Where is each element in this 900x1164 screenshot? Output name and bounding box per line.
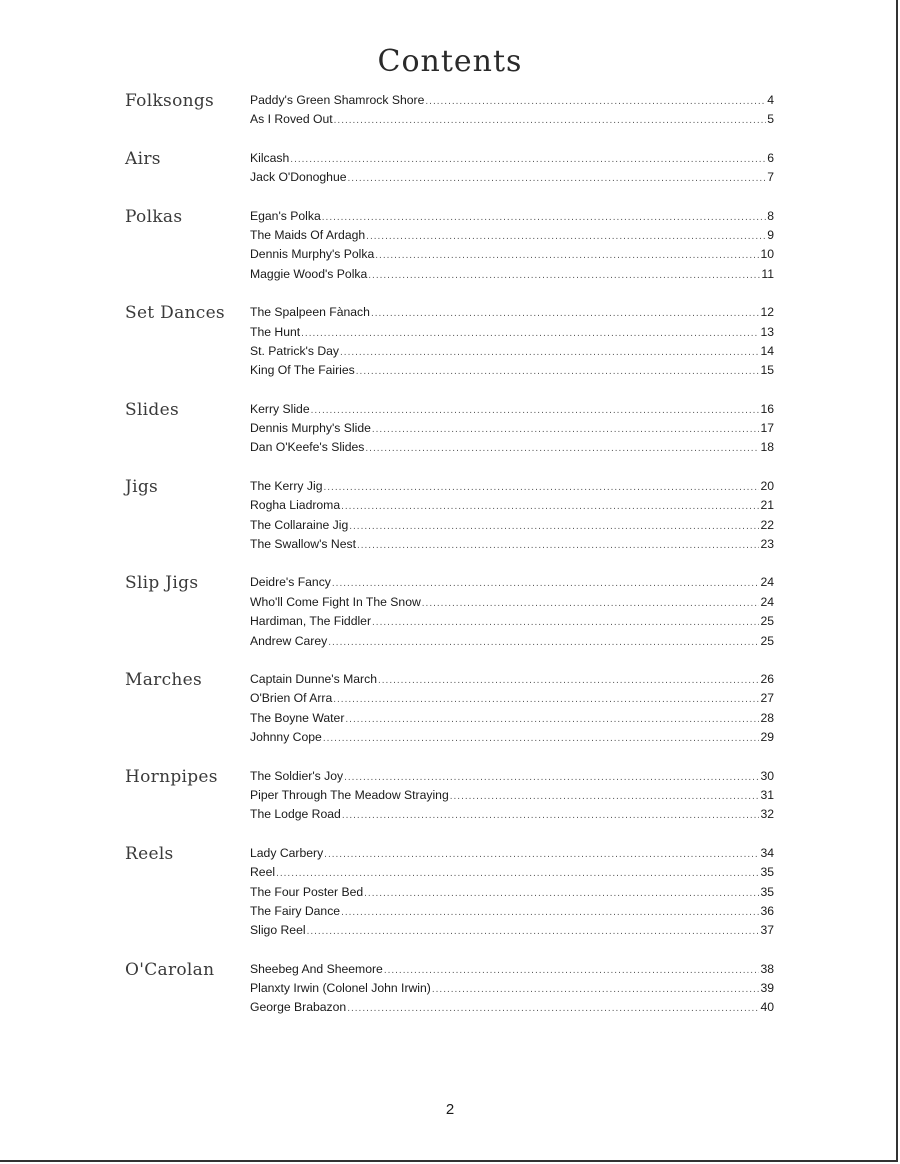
toc-section [0, 767, 900, 825]
dot-leader [301, 324, 759, 343]
dot-leader [341, 497, 759, 516]
toc-entry[interactable] [250, 863, 774, 882]
section-title: Reels [125, 843, 174, 864]
dot-leader [276, 864, 759, 883]
dot-leader [307, 922, 760, 941]
entry-title: St. Patrick's Day [250, 343, 340, 358]
entry-page-number: 21 [760, 498, 774, 513]
dot-leader [344, 768, 759, 787]
dot-leader [340, 343, 759, 362]
toc-entry[interactable] [250, 400, 774, 419]
toc-section [0, 844, 900, 941]
dot-leader [368, 266, 760, 285]
entry-page-number: 4 [767, 93, 774, 107]
entry-title: Jack O'Donoghue [250, 170, 347, 185]
entry-page-number: 40 [760, 1000, 774, 1015]
toc-entry[interactable] [250, 496, 774, 515]
toc-entry-list [250, 960, 774, 1018]
toc-section [0, 91, 900, 130]
toc-entry-list [250, 91, 774, 130]
toc-section [0, 477, 900, 555]
toc-entry[interactable] [250, 902, 774, 921]
toc-entry-list [250, 477, 774, 555]
toc-entry[interactable] [250, 709, 774, 728]
entry-title: The Kerry Jig [250, 478, 323, 493]
entry-page-number: 12 [760, 305, 774, 320]
toc-entry[interactable] [250, 477, 774, 496]
entry-page-number: 30 [760, 768, 774, 783]
entry-page-number: 28 [760, 710, 774, 725]
entry-title: Paddy's Green Shamrock Shore [250, 93, 425, 107]
dot-leader [332, 574, 760, 593]
toc-entry[interactable] [250, 226, 774, 245]
toc-entry-list [250, 149, 774, 188]
toc-entry[interactable] [250, 921, 774, 940]
entry-title: Who'll Come Fight In The Snow [250, 594, 421, 609]
entry-title: Dennis Murphy's Polka [250, 247, 375, 262]
entry-page-number: 37 [760, 923, 774, 938]
entry-title: The Fairy Dance [250, 903, 341, 918]
entry-title: The Soldier's Joy [250, 768, 344, 783]
entry-page-number: 10 [760, 247, 774, 262]
toc-section [0, 207, 900, 285]
toc-entry[interactable] [250, 998, 774, 1017]
dot-leader [324, 845, 759, 864]
entry-title: Piper Through The Meadow Straying [250, 787, 449, 802]
dot-leader [425, 92, 766, 111]
entry-page-number: 36 [760, 903, 774, 918]
entry-page-number: 35 [760, 865, 774, 880]
dot-leader [311, 401, 760, 420]
toc-entry-list [250, 573, 774, 651]
toc-section [0, 400, 900, 458]
entry-title: As I Roved Out [250, 112, 333, 127]
toc-entry[interactable] [250, 960, 774, 979]
entry-page-number: 25 [760, 614, 774, 629]
entry-page-number: 16 [760, 401, 774, 416]
entry-title: Dennis Murphy's Slide [250, 421, 371, 436]
toc-entry[interactable] [250, 245, 774, 264]
entry-page-number: 9 [767, 227, 774, 242]
toc-entry[interactable] [250, 419, 774, 438]
toc-entry[interactable] [250, 168, 774, 187]
entry-page-number: 31 [760, 787, 774, 802]
toc-entry[interactable] [250, 844, 774, 863]
dot-leader [347, 999, 759, 1018]
dot-leader [375, 246, 759, 265]
dot-leader [432, 980, 760, 999]
dot-leader [364, 884, 759, 903]
toc-entry[interactable] [250, 207, 774, 226]
entry-page-number: 7 [767, 170, 774, 185]
toc-entry[interactable] [250, 612, 774, 631]
dot-leader [365, 439, 759, 458]
entry-page-number: 11 [761, 266, 774, 281]
dot-leader [333, 690, 759, 709]
toc-entry[interactable] [250, 979, 774, 998]
dot-leader [366, 227, 766, 246]
toc-section [0, 303, 900, 381]
toc-entry[interactable] [250, 91, 774, 110]
section-title: Set Dances [125, 303, 225, 324]
entry-page-number: 24 [760, 575, 774, 590]
entry-page-number: 38 [760, 961, 774, 976]
toc-entry[interactable] [250, 883, 774, 902]
dot-leader [378, 671, 759, 690]
dot-leader [342, 806, 760, 825]
toc-entry[interactable] [250, 573, 774, 592]
entry-page-number: 8 [767, 208, 774, 223]
toc-entry[interactable] [250, 593, 774, 612]
section-title: Slip Jigs [125, 573, 199, 594]
toc-entry[interactable] [250, 438, 774, 457]
dot-leader [328, 633, 759, 652]
entry-title: Kilcash [250, 150, 290, 165]
entry-title: The Lodge Road [250, 807, 341, 822]
toc-entry[interactable] [250, 535, 774, 554]
entry-page-number: 14 [760, 343, 774, 358]
entry-page-number: 27 [760, 691, 774, 706]
toc-entry[interactable] [250, 303, 774, 322]
entry-page-number: 34 [760, 845, 774, 860]
entry-page-number: 6 [767, 150, 774, 165]
toc-entry[interactable] [250, 670, 774, 689]
dot-leader [422, 594, 760, 613]
dot-leader [372, 420, 760, 439]
dot-leader [349, 517, 759, 536]
page-number: 2 [445, 1101, 455, 1118]
dot-leader [323, 478, 759, 497]
table-of-contents [0, 91, 900, 1018]
entry-title: The Maids Of Ardagh [250, 227, 366, 242]
entry-page-number: 23 [760, 537, 774, 552]
dot-leader [384, 961, 760, 980]
entry-page-number: 17 [760, 421, 774, 436]
entry-title: Egan's Polka [250, 208, 321, 223]
dot-leader [357, 536, 759, 555]
entry-title: Maggie Wood's Polka [250, 266, 368, 281]
entry-title: Dan O'Keefe's Slides [250, 440, 365, 455]
entry-title: Reel [250, 865, 276, 880]
entry-page-number: 39 [760, 981, 774, 996]
entry-title: George Brabazon [250, 1000, 347, 1015]
entry-title: Kerry Slide [250, 401, 310, 416]
section-title: Hornpipes [125, 766, 218, 787]
dot-leader [322, 208, 766, 227]
entry-title: Johnny Cope [250, 730, 322, 745]
entry-page-number: 29 [760, 730, 774, 745]
toc-entry[interactable] [250, 361, 774, 380]
entry-page-number: 20 [760, 478, 774, 493]
toc-entry[interactable] [250, 342, 774, 361]
dot-leader [371, 304, 760, 323]
entry-page-number: 35 [760, 884, 774, 899]
dot-leader [290, 150, 766, 169]
toc-section [0, 960, 900, 1018]
toc-entry-list [250, 303, 774, 381]
toc-entry[interactable] [250, 689, 774, 708]
entry-title: The Swallow's Nest [250, 537, 356, 552]
dot-leader [341, 903, 759, 922]
toc-entry[interactable] [250, 149, 774, 168]
entry-page-number: 13 [760, 324, 774, 339]
entry-title: Lady Carbery [250, 845, 324, 860]
dot-leader [345, 710, 759, 729]
entry-title: The Hunt [250, 324, 301, 339]
entry-page-number: 24 [760, 594, 774, 609]
entry-title: King Of The Fairies [250, 363, 355, 378]
toc-section [0, 670, 900, 748]
toc-entry[interactable] [250, 728, 774, 747]
section-title: Marches [125, 669, 203, 690]
toc-entry[interactable] [250, 805, 774, 824]
entry-title: Andrew Carey [250, 633, 328, 648]
dot-leader [450, 787, 760, 806]
entry-page-number: 25 [760, 633, 774, 648]
toc-entry[interactable] [250, 323, 774, 342]
dot-leader [372, 613, 759, 632]
entry-page-number: 32 [760, 807, 774, 822]
toc-section [0, 573, 900, 651]
entry-page-number: 15 [760, 363, 774, 378]
toc-entry-list [250, 767, 774, 825]
toc-entry-list [250, 670, 774, 748]
toc-entry-list [250, 400, 774, 458]
entry-page-number: 5 [767, 112, 774, 127]
entry-title: Sheebeg And Sheemore [250, 961, 383, 976]
entry-title: O'Brien Of Arra [250, 691, 333, 706]
entry-title: Deidre's Fancy [250, 575, 331, 590]
dot-leader [356, 362, 760, 381]
toc-entry[interactable] [250, 265, 774, 284]
entry-title: The Boyne Water [250, 710, 345, 725]
entry-title: Rogha Liadroma [250, 498, 341, 513]
toc-entry-list [250, 207, 774, 285]
toc-entry[interactable] [250, 767, 774, 786]
entry-title: The Four Poster Bed [250, 884, 364, 899]
toc-entry[interactable] [250, 632, 774, 651]
entry-page-number: 26 [760, 671, 774, 686]
dot-leader [334, 111, 767, 130]
toc-entry[interactable] [250, 786, 774, 805]
section-title: Polkas [125, 206, 183, 227]
toc-entry-list [250, 844, 774, 941]
entry-title: The Collaraine Jig [250, 517, 349, 532]
section-title: Jigs [125, 476, 159, 497]
entry-page-number: 18 [760, 440, 774, 455]
entry-title: Hardiman, The Fiddler [250, 614, 372, 629]
page-title: Contents [377, 44, 523, 79]
section-title: Folksongs [125, 91, 215, 111]
entry-title: The Spalpeen Fànach [250, 305, 370, 320]
toc-entry[interactable] [250, 516, 774, 535]
section-title: O'Carolan [125, 959, 215, 980]
toc-section [0, 149, 900, 188]
section-title: Airs [125, 148, 161, 169]
dot-leader [323, 729, 760, 748]
dot-leader [348, 169, 767, 188]
toc-entry[interactable] [250, 110, 774, 129]
entry-title: Sligo Reel [250, 923, 306, 938]
entry-title: Planxty Irwin (Colonel John Irwin) [250, 981, 431, 996]
section-title: Slides [125, 399, 179, 420]
entry-title: Captain Dunne's March [250, 671, 377, 686]
entry-page-number: 22 [760, 517, 774, 532]
